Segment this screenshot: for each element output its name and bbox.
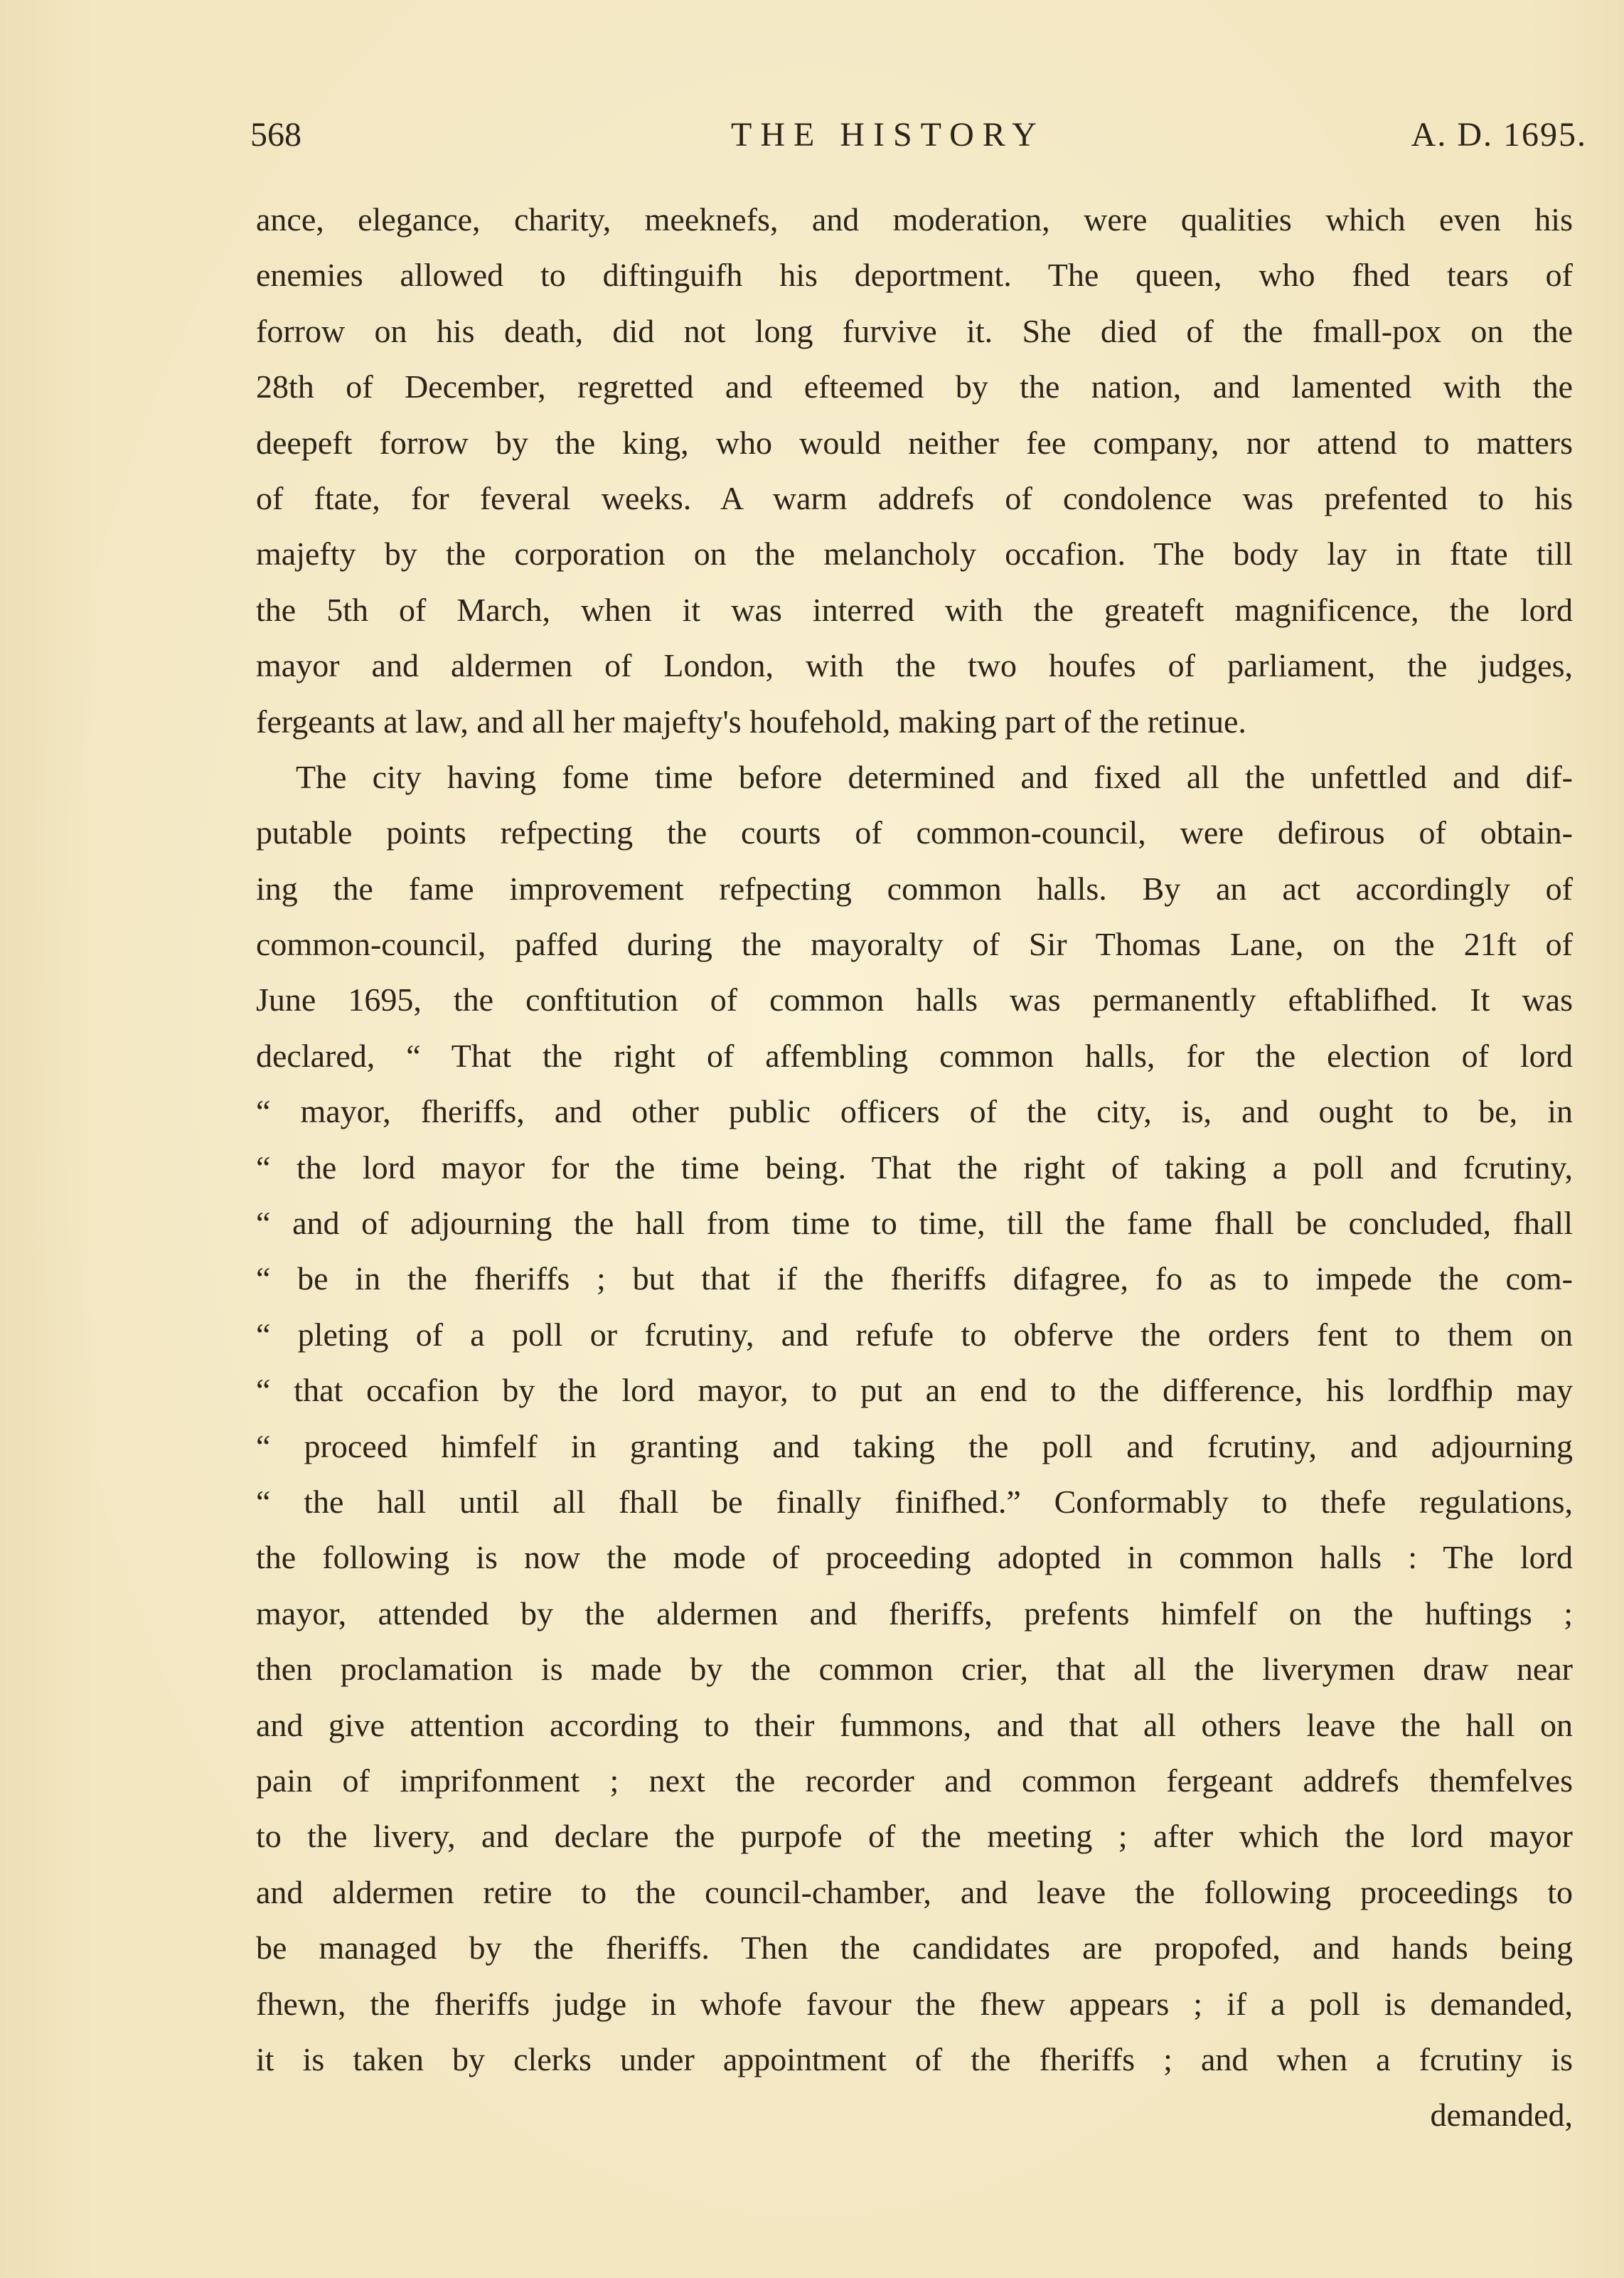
catchword: demanded, (1430, 2097, 1573, 2134)
paragraph-start-line: The city having fome time before determined and fixed all the unfettled and dif- (296, 758, 1573, 795)
text-line: enemies allowed to diftinguifh his deportment. The queen, who fhed tears of (256, 257, 1573, 294)
text-line: ance, elegance, charity, meeknefs, and moderation, were qualities which even his (256, 201, 1573, 238)
page-number: 568 (250, 116, 301, 154)
text-line: to the livery, and declare the purpofe of the meeting ; after which the lord mayor (256, 1818, 1573, 1855)
text-line: fergeants at law, and all her majefty's houfehold, making part of the retinue. (256, 703, 1246, 740)
running-header (250, 107, 1587, 164)
text-line: majefty by the corporation on the melancholy occafion. The body lay in ftate till (256, 536, 1573, 573)
year-marker: A. D. 1695. (1411, 116, 1587, 154)
text-line: then proclamation is made by the common crier, that all the liverymen draw near (256, 1651, 1573, 1688)
text-line: of ftate, for feveral weeks. A warm addrefs of condolence was prefented to his (256, 479, 1573, 516)
text-line: declared, “ That the right of affembling common halls, for the election of lord (256, 1037, 1573, 1074)
text-line: it is taken by clerks under appointment of the fheriffs ; and when a fcrutiny is (256, 2040, 1573, 2077)
running-title: THE HISTORY (731, 116, 1045, 154)
quoted-line: “ pleting of a poll or fcrutiny, and refufe to obferve the orders fent to them on (256, 1316, 1573, 1353)
text-line: mayor, attended by the aldermen and fheriffs, prefents himfelf on the huftings ; (256, 1595, 1573, 1632)
text-line: putable points refpecting the courts of common-council, were defirous of obtain- (256, 814, 1573, 851)
body-text (256, 192, 1573, 2144)
text-line: June 1695, the conftitution of common halls was permanently eftablifhed. It was (256, 981, 1573, 1018)
text-line: be managed by the fheriffs. Then the candidates are propofed, and hands being (256, 1930, 1573, 1966)
quoted-line: “ and of adjourning the hall from time to time, till the fame fhall be concluded, fhall (256, 1205, 1573, 1242)
text-line: the following is now the mode of proceeding adopted in common halls : The lord (256, 1539, 1573, 1576)
quoted-line: “ the lord mayor for the time being. That the right of taking a poll and fcrutiny, (256, 1149, 1573, 1186)
text-line: common-council, paffed during the mayoralty of Sir Thomas Lane, on the 21ft of (256, 926, 1573, 963)
text-line: ing the fame improvement refpecting common halls. By an act accordingly of (256, 870, 1573, 907)
text-line: the 5th of March, when it was interred with the greateft magnificence, the lord (256, 591, 1573, 628)
quoted-line: “ proceed himfelf in granting and taking the poll and fcrutiny, and adjourning (256, 1427, 1573, 1464)
text-line: 28th of December, regretted and efteemed by the nation, and lamented with the (256, 368, 1573, 405)
quoted-line: “ the hall until all fhall be finally finifhed.” Conformably to thefe regulations, (256, 1483, 1573, 1520)
quoted-line: “ mayor, fheriffs, and other public officers of the city, is, and ought to be, in (256, 1093, 1573, 1130)
text-line: and aldermen retire to the council-chamber, and leave the following proceedings to (256, 1873, 1573, 1910)
text-line: fhewn, the fheriffs judge in whofe favour the fhew appears ; if a poll is demanded, (256, 1985, 1573, 2022)
text-line: pain of imprifonment ; next the recorder and common fergeant addrefs themfelves (256, 1762, 1573, 1799)
quoted-line: “ be in the fheriffs ; but that if the fheriffs difagree, fo as to impede the com- (256, 1260, 1573, 1297)
text-line: mayor and aldermen of London, with the two houfes of parliament, the judges, (256, 647, 1573, 684)
text-line: and give attention according to their fummons, and that all others leave the hall on (256, 1706, 1573, 1743)
quoted-line: “ that occafion by the lord mayor, to put an end to the difference, his lordfhip may (256, 1372, 1573, 1409)
text-line: deepeft forrow by the king, who would neither fee company, nor attend to matters (256, 424, 1573, 461)
text-line: forrow on his death, did not long furvive it. She died of the fmall-pox on the (256, 312, 1573, 349)
